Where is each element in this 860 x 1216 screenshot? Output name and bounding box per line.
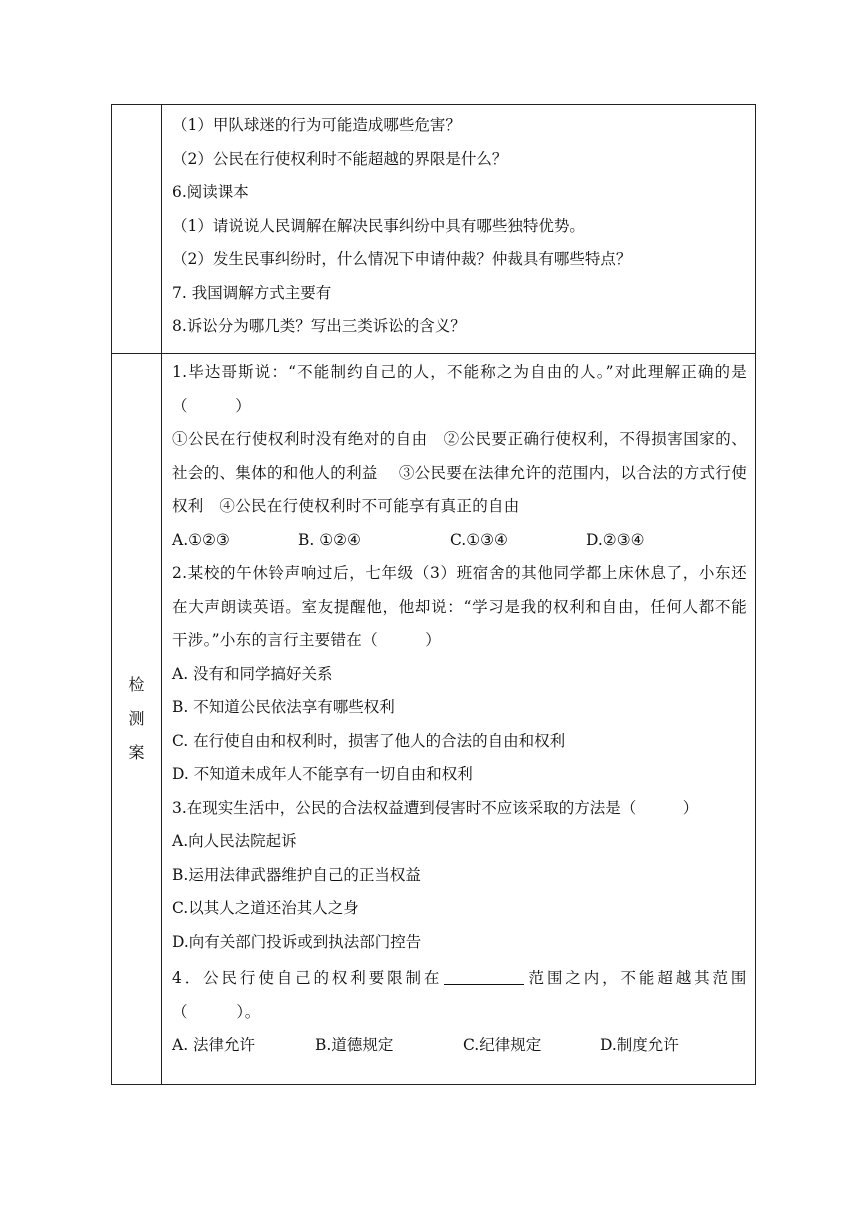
question-line: （1）甲队球迷的行为可能造成哪些危害？ bbox=[172, 116, 461, 134]
q3-option-b: B.运用法律武器维护自己的正当权益 bbox=[172, 865, 421, 884]
question-line: 7. 我国调解方式主要有 bbox=[172, 283, 332, 302]
upper-row bbox=[112, 105, 756, 354]
section-label-char: 测 bbox=[128, 709, 145, 728]
q2-option-d: D. 不知道未成年人不能享有一切自由和权利 bbox=[172, 765, 473, 783]
test-label-cell bbox=[112, 354, 162, 1085]
question-line: 6.阅读课本 bbox=[172, 183, 249, 201]
test-content-cell bbox=[162, 354, 756, 1085]
question-line: （1）请说说人民调解在解决民事纠纷中具有哪些独特优势。 bbox=[172, 216, 585, 235]
question-line: （2）公民在行使权利时不能超越的界限是什么？ bbox=[172, 149, 508, 168]
q1-option-d: D.②③④ bbox=[586, 530, 645, 549]
q4-option-d: D.制度允许 bbox=[600, 1036, 679, 1054]
q3-option-a: A.向人民法院起诉 bbox=[172, 832, 297, 850]
q1-option-b: B. ①②④ bbox=[298, 530, 361, 549]
q1-stem: 1.毕达哥斯说：“不能制约自己的人，不能称之为自由的人。”对此理解正确的是（ ） bbox=[172, 363, 747, 415]
q3-option-c: C.以其人之道还治其人之身 bbox=[172, 899, 359, 917]
q4-stem-before: 4．公民行使自己的权利要限制在 bbox=[172, 969, 443, 987]
upper-content-cell bbox=[162, 105, 756, 354]
question-line: （2）发生民事纠纷时，什么情况下申请仲裁？仲裁具有哪些特点？ bbox=[172, 250, 632, 268]
q1-option-c: C.①③④ bbox=[450, 530, 508, 549]
q3-stem: 3.在现实生活中，公民的合法权益遭到侵害时不应该采取的方法是（ ） bbox=[172, 798, 699, 817]
q4-stem bbox=[172, 962, 747, 1029]
q2-option-c: C. 在行使自由和权利时，损害了他人的合法的自由和权利 bbox=[172, 731, 566, 750]
q2-stem: 2.某校的午休铃声响过后，七年级（3）班宿舍的其他同学都上床休息了，小东还在大声朗读英语。室友提醒他，他却说：“学习是我的权利和自由，任何人都不能干涉。”小东的言行主要错在（ ） bbox=[172, 564, 747, 649]
q2-option-b: B. 不知道公民依法享有哪些权利 bbox=[172, 698, 395, 716]
answer-blank[interactable] bbox=[444, 966, 524, 985]
test-row bbox=[112, 354, 756, 1085]
q1-options bbox=[172, 524, 747, 558]
q3-option-d: D.向有关部门投诉或到执法部门控告 bbox=[172, 932, 422, 951]
question-line: 8.诉讼分为哪几类？写出三类诉讼的含义？ bbox=[172, 317, 466, 335]
section-label-char: 检 bbox=[128, 675, 145, 694]
q4-stem-after: 范围之内，不能超越其范围（ ）。 bbox=[172, 969, 747, 1021]
worksheet-table bbox=[111, 104, 756, 1085]
q1-statements: ①公民在行使权利时没有绝对的自由 ②公民要正确行使权利，不得损害国家的、社会的、集体的和他人的利益 ③公民要在法律允许的范围内，以合法的方式行使权利 ④公民在行使权利时不可能享有真正的自由 bbox=[172, 430, 747, 515]
upper-label-cell bbox=[112, 105, 162, 354]
section-label-char: 案 bbox=[128, 743, 145, 762]
q4-options bbox=[172, 1029, 747, 1063]
section-label bbox=[112, 354, 161, 1084]
q4-option-b: B.道德规定 bbox=[315, 1036, 394, 1054]
q4-option-c: C.纪律规定 bbox=[463, 1036, 542, 1054]
q2-option-a: A. 没有和同学搞好关系 bbox=[172, 664, 333, 683]
q4-option-a: A. 法律允许 bbox=[172, 1036, 256, 1054]
q1-option-a: A.①②③ bbox=[172, 530, 230, 549]
